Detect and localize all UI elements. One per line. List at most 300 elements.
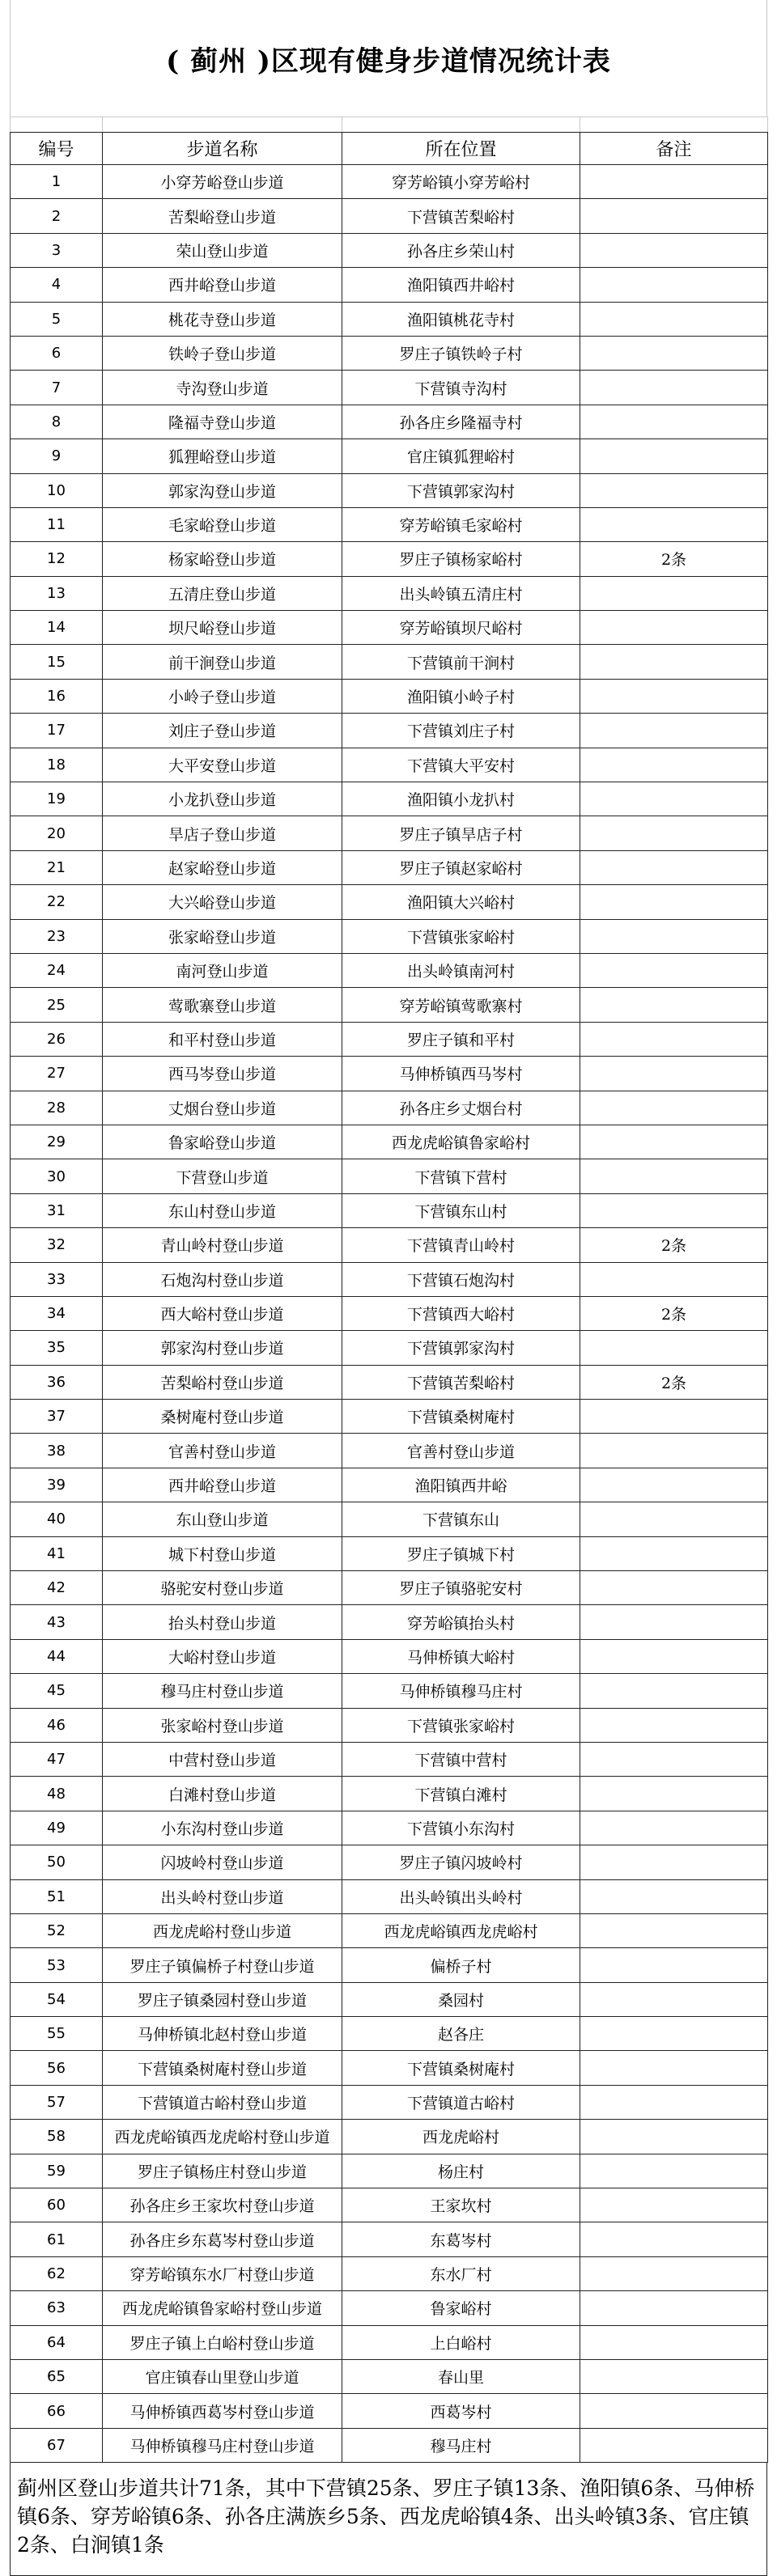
table-row [11, 1262, 768, 1296]
row-trail-name: 苦梨峪登山步道 [103, 199, 342, 233]
row-note: 2条 [580, 1296, 768, 1330]
table-row [11, 1674, 768, 1708]
row-location: 官善村登山步道 [342, 1434, 580, 1468]
row-note [580, 2017, 768, 2051]
row-location: 下营镇小东沟村 [342, 1811, 580, 1845]
row-trail-name: 郭家沟村登山步道 [103, 1331, 342, 1365]
row-location: 下营镇桑树庵村 [342, 1400, 580, 1434]
row-note [580, 1948, 768, 1982]
row-number: 48 [11, 1777, 103, 1811]
row-note [580, 714, 768, 748]
row-number: 49 [11, 1811, 103, 1845]
row-note [580, 1674, 768, 1708]
row-trail-name: 穿芳峪镇东水厂村登山步道 [103, 2256, 342, 2290]
row-note [580, 199, 768, 233]
row-number: 15 [11, 645, 103, 679]
row-trail-name: 小穿芳峪登山步道 [103, 165, 342, 199]
header-location: 所在位置 [342, 133, 580, 165]
row-trail-name: 抬头村登山步道 [103, 1605, 342, 1639]
table-row [11, 2291, 768, 2325]
row-trail-name: 铁岭子登山步道 [103, 336, 342, 370]
row-location: 下营镇郭家沟村 [342, 473, 580, 507]
row-number: 45 [11, 1674, 103, 1708]
row-location: 马伸桥镇穆马庄村 [342, 1674, 580, 1708]
row-trail-name: 荣山登山步道 [103, 233, 342, 267]
row-number: 23 [11, 919, 103, 953]
row-trail-name: 白滩村登山步道 [103, 1777, 342, 1811]
row-number: 67 [11, 2428, 103, 2462]
row-number: 54 [11, 1982, 103, 2016]
row-note [580, 2291, 768, 2325]
table-row [11, 2017, 768, 2051]
table-row [11, 336, 768, 370]
row-number: 29 [11, 1125, 103, 1159]
row-location: 穿芳峪镇莺歌寨村 [342, 988, 580, 1022]
row-location: 马伸桥镇大峪村 [342, 1639, 580, 1673]
table-row [11, 1913, 768, 1947]
row-location: 马伸桥镇西马岑村 [342, 1057, 580, 1091]
row-number: 6 [11, 336, 103, 370]
row-note [580, 336, 768, 370]
row-location: 下营镇东山村 [342, 1193, 580, 1227]
row-location: 下营镇刘庄子村 [342, 714, 580, 748]
table-row [11, 576, 768, 610]
row-number: 14 [11, 611, 103, 645]
row-location: 渔阳镇小龙扒村 [342, 782, 580, 816]
table-row [11, 1982, 768, 2016]
row-note: 2条 [580, 542, 768, 576]
table-row [11, 1296, 768, 1330]
row-trail-name: 西井峪登山步道 [103, 268, 342, 302]
row-location: 官庄镇狐狸峪村 [342, 439, 580, 473]
row-note [580, 2120, 768, 2154]
row-trail-name: 罗庄子镇偏桥子村登山步道 [103, 1948, 342, 1982]
row-note [580, 2051, 768, 2085]
row-location: 罗庄子镇赵家峪村 [342, 850, 580, 884]
row-note [580, 473, 768, 507]
table-row [11, 885, 768, 919]
table-row [11, 1777, 768, 1811]
table-row [11, 1708, 768, 1742]
row-trail-name: 闪坡岭村登山步道 [103, 1845, 342, 1879]
row-number: 57 [11, 2085, 103, 2119]
table-row [11, 1159, 768, 1193]
row-note [580, 1057, 768, 1091]
row-location: 出头岭镇出头岭村 [342, 1879, 580, 1913]
row-note [580, 1742, 768, 1776]
row-note [580, 679, 768, 713]
row-location: 杨庄村 [342, 2154, 580, 2188]
row-trail-name: 毛家峪登山步道 [103, 507, 342, 541]
row-location: 穿芳峪镇抬头村 [342, 1605, 580, 1639]
row-trail-name: 城下村登山步道 [103, 1536, 342, 1570]
row-note [580, 645, 768, 679]
row-trail-name: 西井峪登山步道 [103, 1468, 342, 1502]
row-number: 42 [11, 1571, 103, 1605]
table-row [11, 1536, 768, 1570]
row-location: 东水厂村 [342, 2256, 580, 2290]
row-trail-name: 旱店子登山步道 [103, 816, 342, 850]
row-number: 33 [11, 1262, 103, 1296]
row-location: 罗庄子镇铁岭子村 [342, 336, 580, 370]
row-number: 63 [11, 2291, 103, 2325]
table-row [11, 1193, 768, 1227]
row-location: 渔阳镇西井峪村 [342, 268, 580, 302]
row-location: 罗庄子镇骆驼安村 [342, 1571, 580, 1605]
table-row [11, 473, 768, 507]
spacer-row [11, 117, 768, 133]
row-trail-name: 骆驼安村登山步道 [103, 1571, 342, 1605]
summary-note: 蓟州区登山步道共计71条，其中下营镇25条、罗庄子镇13条、渔阳镇6条、马伸桥镇6条、穿芳峪镇6条、孙各庄满族乡5条、西龙虎峪镇4条、出头岭镇3条、官庄镇2条、白涧镇1条 [10, 2463, 767, 2576]
row-number: 3 [11, 233, 103, 267]
row-number: 40 [11, 1502, 103, 1536]
row-note [580, 988, 768, 1022]
row-trail-name: 鲁家峪登山步道 [103, 1125, 342, 1159]
header-number: 编号 [11, 133, 103, 165]
row-number: 62 [11, 2256, 103, 2290]
row-note [580, 1125, 768, 1159]
table-row [11, 2154, 768, 2188]
row-location: 渔阳镇桃花寺村 [342, 302, 580, 336]
row-number: 12 [11, 542, 103, 576]
row-number: 52 [11, 1913, 103, 1947]
table-row [11, 2085, 768, 2119]
row-number: 9 [11, 439, 103, 473]
row-trail-name: 西龙虎峪镇鲁家峪村登山步道 [103, 2291, 342, 2325]
row-number: 55 [11, 2017, 103, 2051]
row-trail-name: 赵家峪登山步道 [103, 850, 342, 884]
row-number: 46 [11, 1708, 103, 1742]
row-note [580, 816, 768, 850]
row-location: 西龙虎峪镇西龙虎峪村 [342, 1913, 580, 1947]
row-note [580, 233, 768, 267]
table-row [11, 405, 768, 439]
row-location: 罗庄子镇闪坡岭村 [342, 1845, 580, 1879]
row-note [580, 919, 768, 953]
table-row [11, 679, 768, 713]
row-location: 下营镇大平安村 [342, 748, 580, 782]
trail-table [10, 117, 768, 2463]
row-note [580, 1536, 768, 1570]
row-location: 东葛岑村 [342, 2222, 580, 2256]
row-location: 下营镇白滩村 [342, 1777, 580, 1811]
table-row [11, 748, 768, 782]
table-row [11, 1639, 768, 1673]
row-number: 18 [11, 748, 103, 782]
row-trail-name: 西大峪村登山步道 [103, 1296, 342, 1330]
row-trail-name: 孙各庄乡东葛岑村登山步道 [103, 2222, 342, 2256]
row-note [580, 1159, 768, 1193]
row-trail-name: 马伸桥镇西葛岑村登山步道 [103, 2394, 342, 2428]
table-row [11, 1879, 768, 1913]
row-trail-name: 西马岑登山步道 [103, 1057, 342, 1091]
row-note [580, 1982, 768, 2016]
row-note [580, 576, 768, 610]
table-row [11, 199, 768, 233]
table-row [11, 1605, 768, 1639]
row-number: 21 [11, 850, 103, 884]
row-location: 下营镇寺沟村 [342, 371, 580, 405]
row-trail-name: 出头岭村登山步道 [103, 1879, 342, 1913]
row-number: 16 [11, 679, 103, 713]
table-row [11, 2120, 768, 2154]
row-trail-name: 马伸桥镇穆马庄村登山步道 [103, 2428, 342, 2462]
table-row [11, 850, 768, 884]
row-note [580, 268, 768, 302]
row-number: 19 [11, 782, 103, 816]
row-number: 26 [11, 1022, 103, 1056]
row-number: 39 [11, 1468, 103, 1502]
row-trail-name: 南河登山步道 [103, 953, 342, 987]
row-number: 51 [11, 1879, 103, 1913]
row-location: 下营镇郭家沟村 [342, 1331, 580, 1365]
row-number: 47 [11, 1742, 103, 1776]
row-location: 孙各庄乡隆福寺村 [342, 405, 580, 439]
row-number: 7 [11, 371, 103, 405]
row-trail-name: 大兴峪登山步道 [103, 885, 342, 919]
row-note [580, 507, 768, 541]
table-row [11, 1502, 768, 1536]
row-note [580, 748, 768, 782]
row-location: 下营镇下营村 [342, 1159, 580, 1193]
table-row [11, 2325, 768, 2359]
row-location: 渔阳镇西井峪 [342, 1468, 580, 1502]
row-note [580, 1879, 768, 1913]
row-note [580, 1091, 768, 1125]
row-trail-name: 莺歌寨登山步道 [103, 988, 342, 1022]
row-trail-name: 青山岭村登山步道 [103, 1228, 342, 1262]
row-note [580, 2222, 768, 2256]
row-trail-name: 小东沟村登山步道 [103, 1811, 342, 1845]
row-note [580, 1571, 768, 1605]
row-note [580, 371, 768, 405]
row-trail-name: 张家峪村登山步道 [103, 1708, 342, 1742]
row-trail-name: 苦梨峪村登山步道 [103, 1365, 342, 1399]
row-note [580, 2325, 768, 2359]
row-location: 桑园村 [342, 1982, 580, 2016]
row-trail-name: 大峪村登山步道 [103, 1639, 342, 1673]
row-note: 2条 [580, 1228, 768, 1262]
row-location: 下营镇道古峪村 [342, 2085, 580, 2119]
row-number: 28 [11, 1091, 103, 1125]
row-note [580, 1502, 768, 1536]
row-number: 64 [11, 2325, 103, 2359]
table-row [11, 542, 768, 576]
row-note [580, 165, 768, 199]
table-row [11, 1468, 768, 1502]
table-row [11, 1571, 768, 1605]
row-trail-name: 穆马庄村登山步道 [103, 1674, 342, 1708]
row-note [580, 405, 768, 439]
table-row [11, 2394, 768, 2428]
row-note [580, 2154, 768, 2188]
row-location: 孙各庄乡荣山村 [342, 233, 580, 267]
row-location: 出头岭镇南河村 [342, 953, 580, 987]
row-trail-name: 东山登山步道 [103, 1502, 342, 1536]
row-location: 春山里 [342, 2360, 580, 2394]
table-row [11, 1948, 768, 1982]
row-location: 下营镇苦梨峪村 [342, 199, 580, 233]
row-trail-name: 石炮沟村登山步道 [103, 1262, 342, 1296]
row-number: 61 [11, 2222, 103, 2256]
table-row [11, 1845, 768, 1879]
row-note [580, 1639, 768, 1673]
row-location: 西龙虎峪村 [342, 2120, 580, 2154]
row-note [580, 1022, 768, 1056]
table-row [11, 439, 768, 473]
table-row [11, 2256, 768, 2290]
row-trail-name: 刘庄子登山步道 [103, 714, 342, 748]
row-note [580, 782, 768, 816]
row-location: 罗庄子镇和平村 [342, 1022, 580, 1056]
row-trail-name: 罗庄子镇上白峪村登山步道 [103, 2325, 342, 2359]
row-number: 1 [11, 165, 103, 199]
row-trail-name: 中营村登山步道 [103, 1742, 342, 1776]
row-trail-name: 郭家沟登山步道 [103, 473, 342, 507]
table-row [11, 1091, 768, 1125]
row-note [580, 1193, 768, 1227]
table-row [11, 645, 768, 679]
row-trail-name: 坝尺峪登山步道 [103, 611, 342, 645]
row-location: 下营镇苦梨峪村 [342, 1365, 580, 1399]
header-trail-name: 步道名称 [103, 133, 342, 165]
row-note [580, 1262, 768, 1296]
row-number: 27 [11, 1057, 103, 1091]
row-trail-name: 桑树庵村登山步道 [103, 1400, 342, 1434]
row-number: 25 [11, 988, 103, 1022]
row-number: 22 [11, 885, 103, 919]
row-location: 王家坎村 [342, 2188, 580, 2222]
table-row [11, 233, 768, 267]
row-number: 41 [11, 1536, 103, 1570]
title-row [10, 0, 767, 117]
row-note [580, 1434, 768, 1468]
table-row [11, 302, 768, 336]
statistics-sheet [10, 0, 767, 2576]
row-note [580, 885, 768, 919]
row-location: 偏桥子村 [342, 1948, 580, 1982]
row-note [580, 2394, 768, 2428]
row-trail-name: 寺沟登山步道 [103, 371, 342, 405]
row-trail-name: 罗庄子镇杨庄村登山步道 [103, 2154, 342, 2188]
row-location: 鲁家峪村 [342, 2291, 580, 2325]
table-row [11, 611, 768, 645]
row-trail-name: 孙各庄乡王家坎村登山步道 [103, 2188, 342, 2222]
row-trail-name: 官庄镇春山里登山步道 [103, 2360, 342, 2394]
row-trail-name: 下营登山步道 [103, 1159, 342, 1193]
table-row [11, 268, 768, 302]
table-row [11, 1400, 768, 1434]
table-row [11, 953, 768, 987]
sheet-title: ( 蓟州 )区现有健身步道情况统计表 [166, 44, 611, 78]
row-number: 60 [11, 2188, 103, 2222]
row-trail-name: 小龙扒登山步道 [103, 782, 342, 816]
row-number: 66 [11, 2394, 103, 2428]
row-trail-name: 下营镇道古峪村登山步道 [103, 2085, 342, 2119]
row-note [580, 611, 768, 645]
row-number: 2 [11, 199, 103, 233]
row-trail-name: 罗庄子镇桑园村登山步道 [103, 1982, 342, 2016]
row-trail-name: 五清庄登山步道 [103, 576, 342, 610]
row-note [580, 953, 768, 987]
row-note [580, 1811, 768, 1845]
row-number: 36 [11, 1365, 103, 1399]
row-number: 20 [11, 816, 103, 850]
table-row [11, 1365, 768, 1399]
row-note [580, 1913, 768, 1947]
row-note [580, 2256, 768, 2290]
row-location: 穿芳峪镇坝尺峪村 [342, 611, 580, 645]
row-number: 8 [11, 405, 103, 439]
row-trail-name: 官善村登山步道 [103, 1434, 342, 1468]
table-row [11, 1811, 768, 1845]
row-note [580, 2428, 768, 2462]
row-number: 56 [11, 2051, 103, 2085]
row-location: 下营镇张家峪村 [342, 919, 580, 953]
row-location: 下营镇桑树庵村 [342, 2051, 580, 2085]
row-location: 赵各庄 [342, 2017, 580, 2051]
row-note: 2条 [580, 1365, 768, 1399]
row-note [580, 302, 768, 336]
row-trail-name: 前干涧登山步道 [103, 645, 342, 679]
row-number: 11 [11, 507, 103, 541]
row-number: 37 [11, 1400, 103, 1434]
row-note [580, 1468, 768, 1502]
row-location: 穿芳峪镇小穿芳峪村 [342, 165, 580, 199]
row-trail-name: 东山村登山步道 [103, 1193, 342, 1227]
row-trail-name: 隆福寺登山步道 [103, 405, 342, 439]
row-number: 17 [11, 714, 103, 748]
row-location: 下营镇前干涧村 [342, 645, 580, 679]
row-number: 53 [11, 1948, 103, 1982]
row-number: 10 [11, 473, 103, 507]
table-row [11, 1228, 768, 1262]
table-row [11, 2428, 768, 2462]
header-row [11, 133, 768, 165]
row-note [580, 2085, 768, 2119]
table-row [11, 782, 768, 816]
row-location: 渔阳镇大兴峪村 [342, 885, 580, 919]
row-number: 44 [11, 1639, 103, 1673]
row-location: 下营镇青山岭村 [342, 1228, 580, 1262]
table-row [11, 1742, 768, 1776]
row-location: 罗庄子镇杨家峪村 [342, 542, 580, 576]
table-row [11, 2222, 768, 2256]
row-location: 上白峪村 [342, 2325, 580, 2359]
table-row [11, 919, 768, 953]
row-location: 下营镇西大峪村 [342, 1296, 580, 1330]
row-note [580, 1331, 768, 1365]
row-trail-name: 马伸桥镇北赵村登山步道 [103, 2017, 342, 2051]
row-number: 24 [11, 953, 103, 987]
row-number: 43 [11, 1605, 103, 1639]
row-trail-name: 小岭子登山步道 [103, 679, 342, 713]
table-row [11, 1057, 768, 1091]
row-number: 4 [11, 268, 103, 302]
table-body [11, 165, 768, 2463]
table-row [11, 507, 768, 541]
row-number: 38 [11, 1434, 103, 1468]
table-row [11, 2188, 768, 2222]
row-location: 下营镇中营村 [342, 1742, 580, 1776]
row-location: 穿芳峪镇毛家峪村 [342, 507, 580, 541]
header-note: 备注 [580, 133, 768, 165]
row-number: 58 [11, 2120, 103, 2154]
row-note [580, 2188, 768, 2222]
row-note [580, 850, 768, 884]
row-location: 下营镇张家峪村 [342, 1708, 580, 1742]
table-row [11, 1125, 768, 1159]
